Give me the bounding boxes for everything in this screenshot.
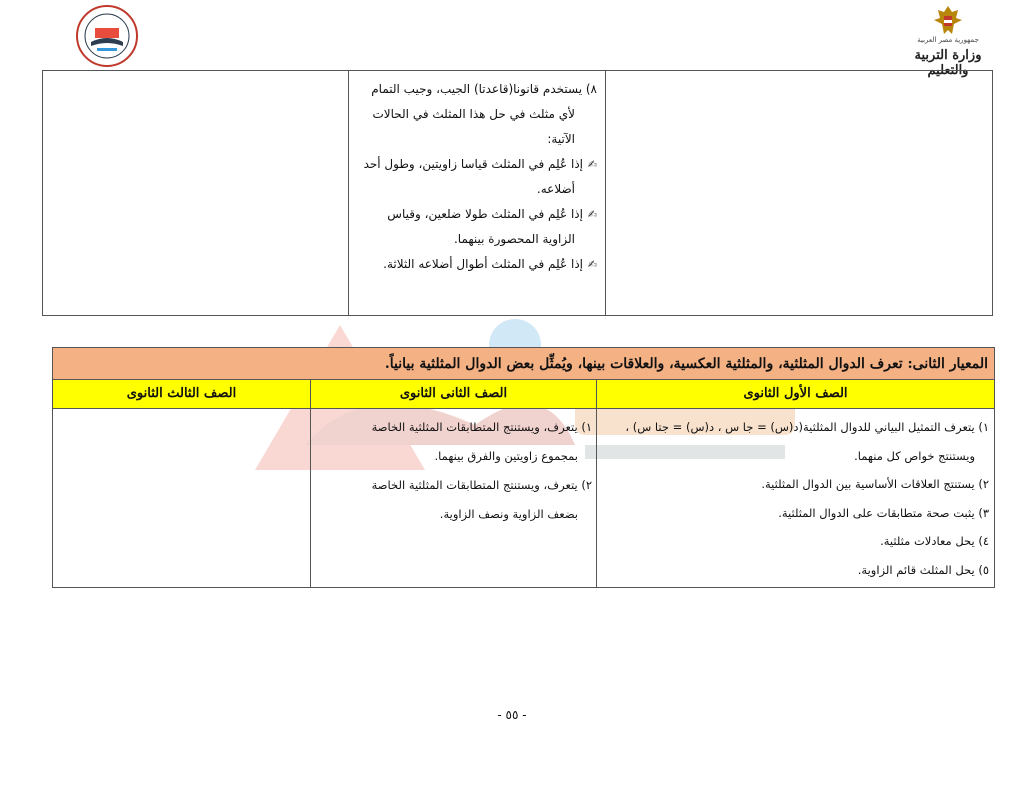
- grade-first-header: الصف الأول الثانوى: [596, 380, 994, 408]
- center-logo: [75, 4, 139, 68]
- pen-bullet-icon: ✍: [587, 208, 597, 221]
- objective-item: ١) يتعرف، ويستنتج المتطابقات المثلثية الخاصة: [371, 420, 592, 434]
- empty-cell-third-grade: [43, 71, 348, 315]
- first-grade-objectives: [596, 409, 994, 587]
- page-number: - ٥٥ -: [497, 708, 527, 722]
- grade-second-header: الصف الثانى الثانوى: [310, 380, 596, 408]
- case-bullet: ✍ إذا عُلِم في المثلث طولا ضلعين، وقياس: [355, 202, 597, 227]
- case-bullet-cont: الزاوية المحصورة بينهما.: [453, 232, 575, 246]
- objective-item-8-line2: لأي مثلث في حل هذا المثلث في الحالات: [372, 107, 575, 121]
- objective-item: ٢) يستنتج العلاقات الأساسية بين الدوال المثلثية.: [761, 477, 989, 491]
- objective-item: ٢) يتعرف، ويستنتج المتطابقات المثلثية الخاصة: [371, 478, 592, 492]
- objective-item-8-line3: الآتية:: [547, 132, 575, 146]
- objective-item-cont: بمجموع زاويتين والفرق بينهما.: [434, 449, 578, 463]
- pen-bullet-icon: ✍: [587, 258, 597, 271]
- eagle-emblem-icon: [912, 4, 984, 36]
- objectives-table-continued: [42, 70, 993, 316]
- third-grade-objectives: [53, 409, 310, 587]
- ministry-logo: [912, 4, 984, 78]
- objective-item: ١) يتعرف التمثيل البياني للدوال المثلثية(د(س) = جا س ، د(س) = جتا س) ،: [625, 420, 989, 434]
- objective-item: ٥) يحل المثلث قائم الزاوية.: [857, 562, 989, 577]
- case-bullet: ✍ إذا عُلِم في المثلث قياسا زاويتين، وطول أحد: [355, 152, 597, 177]
- standard-header: المعيار الثانى: تعرف الدوال المثلثية، والمثلثية العكسية، والعلاقات بينها، ويُمثِّل بعض الدوال المثلثية بيانياً.: [53, 348, 994, 380]
- pen-bullet-icon: ✍: [587, 158, 597, 171]
- logo-caption: وزارة التربية والتعليم: [914, 48, 982, 78]
- grade-third-header: الصف الثالث الثانوى: [126, 386, 237, 401]
- objective-item: ٣) يثبت صحة متطابقات على الدوال المثلثية.: [778, 505, 989, 520]
- logo-subcaption: جمهورية مصر العربية: [917, 36, 979, 44]
- objective-item: ٤) يحل معادلات مثلثية.: [880, 534, 989, 548]
- objective-item-cont: بضعف الزاوية ونصف الزاوية.: [439, 507, 578, 521]
- objectives-cell: [348, 71, 605, 315]
- standard-body-row: [53, 409, 994, 587]
- case-bullet: ✍ إذا عُلِم في المثلث أطوال أضلاعه الثلاثة.: [355, 252, 597, 277]
- objective-item-cont: ويستنتج خواص كل منهما.: [854, 448, 975, 463]
- grade-header-row: [53, 380, 994, 409]
- empty-cell-first-grade: [605, 71, 992, 315]
- standard-table: [52, 347, 995, 588]
- second-grade-objectives: [310, 409, 596, 587]
- objective-item-8: ٨) يستخدم قانونا(قاعدتا) الجيب، وجيب التمام: [371, 82, 597, 96]
- case-bullet-cont: أضلاعه.: [536, 182, 575, 196]
